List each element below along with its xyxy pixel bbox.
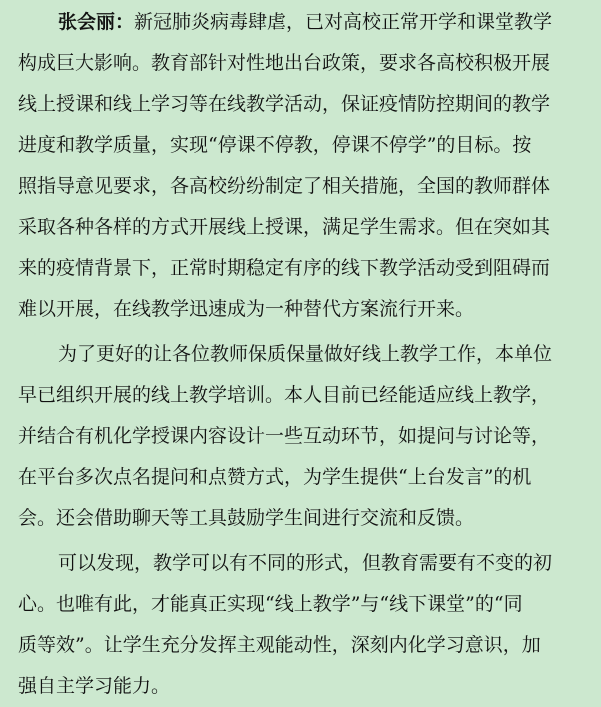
- paragraph-1-line-5: 照指导意见要求，各高校纷纷制定了相关措施，全国的教师群体: [18, 175, 551, 197]
- paragraph-1-line-1-text: 新冠肺炎病毒肆虐，已对高校正常开学和课堂教学: [134, 11, 553, 33]
- paragraph-1-line-1: [0, 3, 601, 41]
- paragraph-1-line-6: 采取各种各样的方式开展线上授课，满足学生需求。但在突如其: [18, 216, 551, 238]
- paragraph-2-line-3: 并结合有机化学授课内容设计一些互动环节，如提问与讨论等，: [18, 425, 551, 447]
- paragraph-1-line-7: 来的疫情背景下，正常时期稳定有序的线下教学活动受到阻碍而: [18, 257, 551, 279]
- paragraph-1-line-2: 构成巨大影响。教育部针对性地出台政策，要求各高校积极开展: [18, 52, 551, 74]
- paragraph-2-line-5: 会。还会借助聊天等工具鼓励学生间进行交流和反馈。: [18, 507, 475, 529]
- paragraph-3-line-4: 强自主学习能力。: [18, 675, 171, 697]
- paragraph-1-line-8: 难以开展，在线教学迅速成为一种替代方案流行开来。: [18, 298, 475, 320]
- paragraph-1-line-3: 线上授课和线上学习等在线教学活动，保证疫情防控期间的教学: [18, 93, 551, 115]
- paragraph-1-line-4: 进度和教学质量，实现“停课不停教，停课不停学”的目标。按: [18, 134, 532, 156]
- paragraph-3-line-1: 可以发现，教学可以有不同的形式，但教育需要有不变的初: [58, 552, 553, 574]
- paragraph-3-line-3: 质等效”。让学生充分发挥主观能动性，深刻内化学习意识，加: [18, 634, 541, 656]
- paragraph-2-line-4: 在平台多次点名提问和点赞方式，为学生提供“上台发言”的机: [18, 466, 532, 488]
- paragraph-2-line-1: 为了更好的让各位教师保质保量做好线上教学工作，本单位: [58, 343, 553, 365]
- paragraph-2-line-2: 早已组织开展的线上教学培训。本人目前已经能适应线上教学，: [18, 384, 551, 406]
- paragraph-3-line-2: 心。也唯有此，才能真正实现“线上教学”与“线下课堂”的“同: [18, 593, 523, 615]
- speaker-name: 张会丽：: [58, 11, 135, 33]
